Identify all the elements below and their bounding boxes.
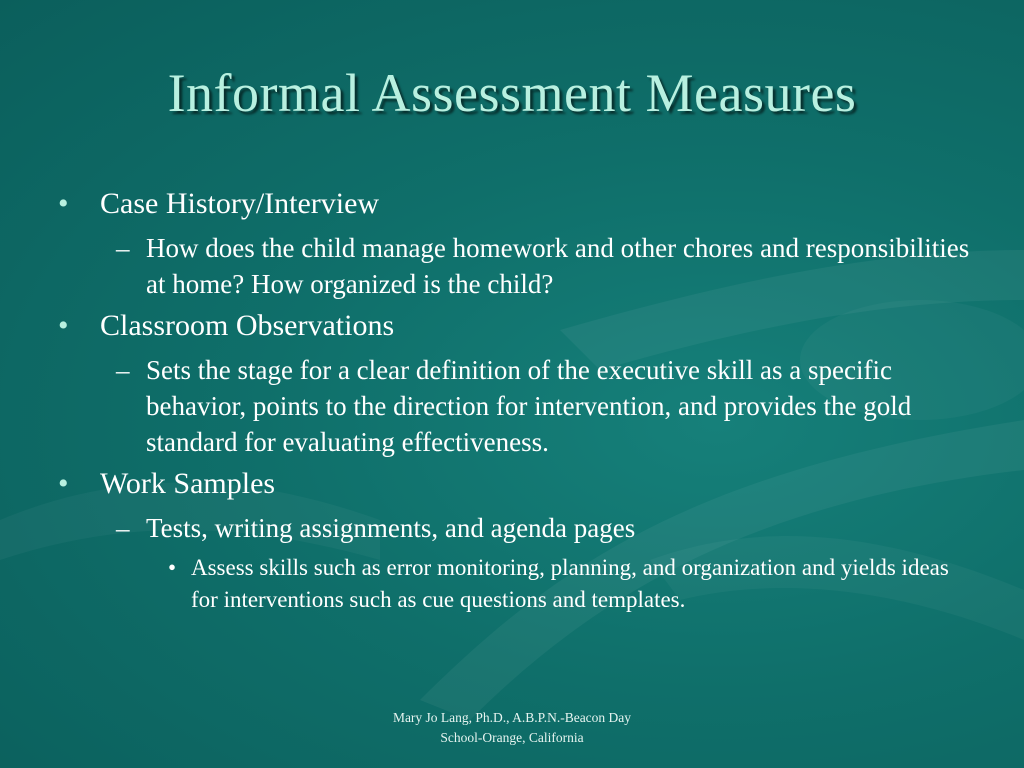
bullet-work-samples	[58, 466, 978, 502]
sub-bullet-classroom-observations	[58, 352, 978, 460]
bullet-dot-icon: •	[58, 467, 69, 500]
bullet-list	[58, 186, 978, 622]
bullet-dot-icon: •	[58, 309, 69, 342]
sub-bullet-case-history	[58, 230, 978, 302]
sub-bullet-text: Sets the stage for a clear definition of the executive skill as a specific behavior, points to the direction for intervention, and provides the gold standard for evaluating effectiveness.	[146, 355, 912, 457]
bullet-text: Case History/Interview	[100, 187, 380, 220]
bullet-dot-icon: •	[168, 555, 177, 580]
dash-icon: –	[116, 233, 130, 263]
footer-line-2: School-Orange, California	[440, 730, 584, 745]
bullet-text: Work Samples	[100, 467, 276, 500]
dash-icon: –	[116, 513, 130, 543]
sub-sub-bullet-text: Assess skills such as error monitoring, planning, and organization and yields ideas for interventions such as cue questions and templates.	[191, 555, 949, 612]
sub-sub-bullet-work-samples	[58, 552, 978, 616]
slide-footer	[342, 708, 682, 748]
bullet-text: Classroom Observations	[100, 309, 395, 342]
bullet-classroom-observations	[58, 308, 978, 344]
sub-bullet-text: How does the child manage homework and other chores and responsibilities at home? How organized is the child?	[146, 233, 970, 299]
sub-bullet-text: Tests, writing assignments, and agenda pages	[146, 513, 636, 543]
slide-title: Informal Assessment Measures	[167, 63, 857, 123]
sub-bullet-work-samples	[58, 510, 978, 546]
dash-icon: –	[116, 355, 130, 385]
footer-line-1: Mary Jo Lang, Ph.D., A.B.P.N.-Beacon Day	[392, 710, 632, 725]
bullet-dot-icon: •	[58, 187, 69, 220]
bullet-case-history	[58, 186, 978, 222]
